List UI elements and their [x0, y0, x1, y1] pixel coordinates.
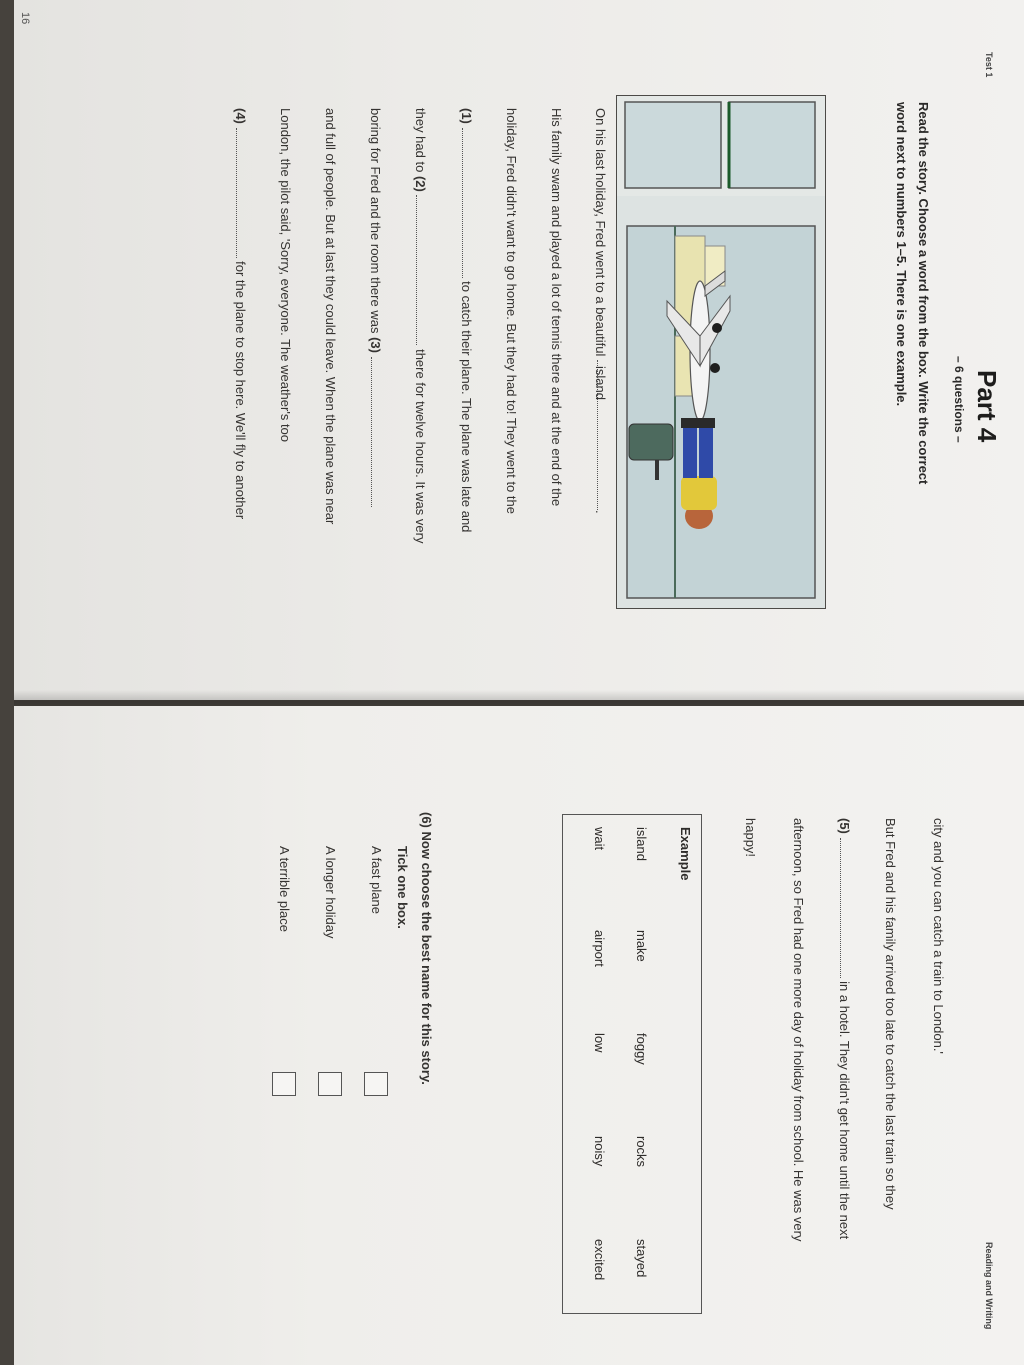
story-text: in a hotel. They didn't get home until the next	[837, 981, 852, 1240]
story-line	[590, 108, 610, 514]
story-line: afternoon, so Fred had one more day of holiday from school. He was very	[791, 818, 806, 1242]
word-option: foggy	[634, 1033, 649, 1065]
instruction-line: Read the story. Choose a word from the box. Write the correct	[916, 102, 931, 485]
page-number: 16	[19, 12, 31, 25]
story-line: London, the pilot said, 'Sorry, everyone. The weather's too	[278, 108, 293, 443]
story-text: .	[593, 509, 608, 514]
word-option: airport	[592, 930, 607, 967]
story-text: to catch their plane. The plane was late and	[459, 281, 474, 533]
tick-box-option-3[interactable]	[272, 1072, 296, 1096]
story-line: His family swam and played a lot of tennis there and at the end of the	[549, 108, 564, 507]
option-label: A fast plane	[369, 846, 384, 914]
running-head-right: Reading and Writing	[984, 1242, 994, 1330]
story-line: and full of people. But at last they could leave. When the plane was near	[323, 108, 338, 525]
story-line: But Fred and his family arrived too late to catch the last train so they	[883, 818, 898, 1210]
answer-blank-2[interactable]	[416, 195, 429, 345]
question-6-heading	[416, 812, 436, 1085]
part-title: Part 4	[972, 370, 1002, 443]
word-box-example-label: Example	[678, 827, 693, 881]
story-line: city and you can catch a train to London.'	[931, 818, 946, 1054]
running-head-left: Test 1	[984, 52, 994, 78]
example-answer: island	[593, 365, 608, 400]
word-option: wait	[592, 827, 607, 851]
story-line: holiday, Fred didn't want to go home. But they had to! They went to the	[504, 108, 519, 514]
question-number-6: (6)	[419, 812, 434, 828]
tick-box-option-2[interactable]	[318, 1072, 342, 1096]
answer-blank-1[interactable]	[462, 128, 475, 278]
word-option: excited	[592, 1239, 607, 1281]
story-text: On his last holiday, Fred went to a beautiful	[593, 108, 608, 357]
answer-blank-3[interactable]	[371, 357, 384, 507]
story-line: happy!	[743, 818, 758, 858]
word-option: island	[634, 827, 649, 861]
story-line	[365, 108, 385, 507]
question-number-3: (3)	[368, 337, 383, 353]
answer-blank-5[interactable]	[840, 838, 853, 978]
story-text: boring for Fred and the room there was	[368, 108, 383, 334]
word-box	[562, 814, 702, 1314]
word-option: make	[634, 930, 649, 962]
story-line	[456, 108, 476, 532]
option-label: A longer holiday	[323, 846, 338, 939]
word-option: rocks	[634, 1136, 649, 1168]
question-number-5: (5)	[837, 818, 852, 834]
story-line	[230, 108, 250, 519]
story-line	[410, 108, 430, 543]
left-page	[14, 0, 1024, 700]
airport-scene-svg	[617, 96, 825, 608]
instructions	[890, 102, 934, 484]
airport-illustration	[616, 95, 826, 609]
question-number-1: (1)	[459, 108, 474, 124]
question-number-2: (2)	[413, 175, 428, 192]
part-subtitle: – 6 questions –	[952, 356, 966, 443]
question-6-text: Now choose the best name for this story.	[419, 831, 434, 1085]
story-line	[834, 818, 854, 1239]
tick-box-option-1[interactable]	[364, 1072, 388, 1096]
right-page	[14, 706, 1024, 1365]
question-6-subtext: Tick one box.	[395, 846, 410, 929]
option-label: A terrible place	[277, 846, 292, 932]
instruction-line: word next to numbers 1–5. There is one example.	[894, 102, 909, 407]
word-option: noisy	[592, 1136, 607, 1167]
story-text: for the plane to stop here. We'll fly to another	[233, 261, 248, 520]
word-option: low	[592, 1033, 607, 1053]
question-number-4: (4)	[233, 108, 248, 124]
word-option: stayed	[634, 1239, 649, 1278]
example-answer-blank	[593, 360, 610, 510]
story-text: there for twelve hours. It was very	[413, 349, 428, 544]
answer-blank-4[interactable]	[236, 128, 249, 258]
story-text: they had to	[413, 108, 428, 173]
